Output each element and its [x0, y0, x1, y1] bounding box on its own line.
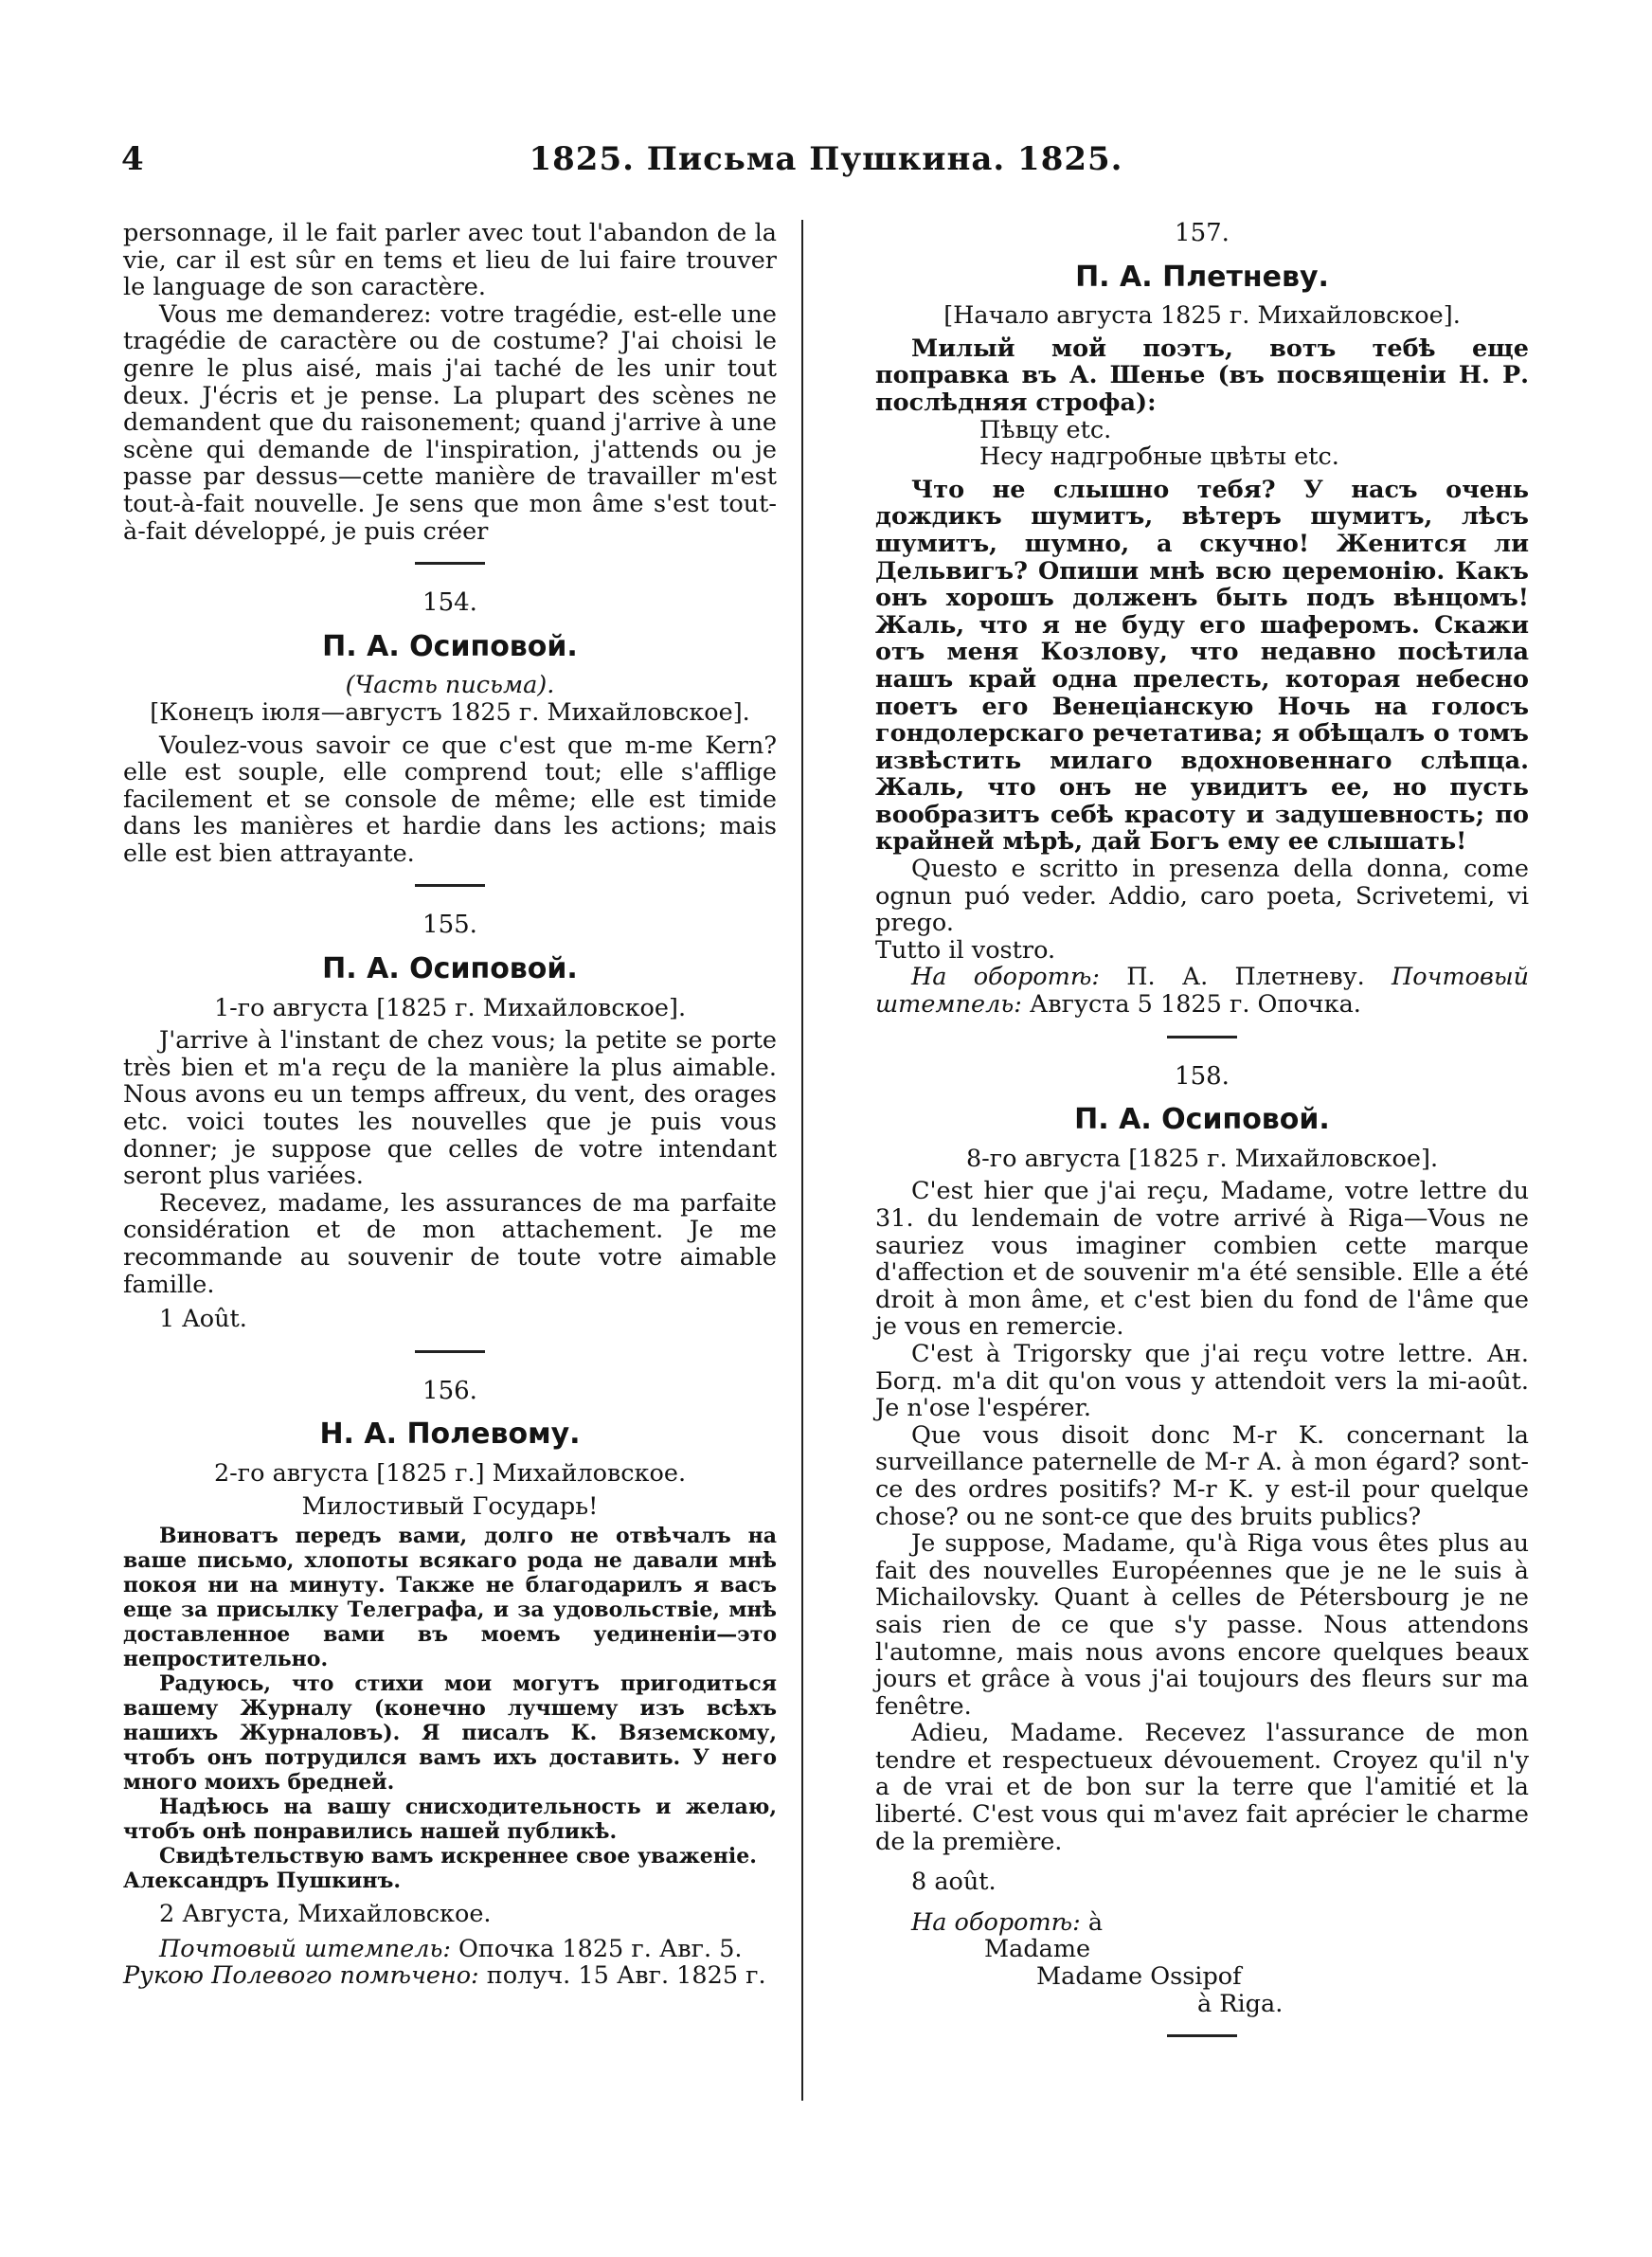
received-note	[123, 1962, 777, 1990]
letter-closing: Tutto il vostro.	[875, 935, 1056, 965]
received-label: Рукою Полевого помѣчено:	[123, 1961, 479, 1991]
verso-note	[875, 964, 1529, 1018]
right-column	[875, 220, 1529, 2062]
verso-text: П. А. Плетневу.	[1126, 963, 1365, 992]
letter-addressee: П. А. Осиповой.	[322, 952, 578, 986]
verso-text: à	[1087, 1907, 1104, 1937]
letter-paragraph: C'est à Trigorsky que j'ai reçu votre lettre. Ан. Богд. m'a dit qu'on vous y attendoit vers la mi-août. Je n'ose l'espérer.	[875, 1339, 1529, 1423]
postmark-label: Почтовый штемпель:	[159, 1934, 451, 1963]
letter-addressee: П. А. Плетневу.	[1075, 260, 1329, 294]
received-text: получ. 15 Авг. 1825 г.	[486, 1961, 766, 1991]
postmark-text: Опочка 1825 г. Авг. 5.	[458, 1934, 743, 1963]
letter-dateline: [Конецъ іюля—августъ 1825 г. Михайловское].	[150, 697, 750, 727]
postmark-text: Августа 5 1825 г. Опочка.	[1029, 990, 1361, 1020]
letter-number: 154.	[422, 588, 477, 618]
separator	[415, 884, 485, 887]
letter-addressee: П. А. Осиповой.	[322, 629, 578, 663]
letter-date: 1 Août.	[159, 1305, 247, 1334]
letter-number: 157.	[1175, 219, 1230, 247]
verso-label: На оборотѣ:	[911, 1907, 1081, 1937]
separator	[415, 562, 485, 565]
letter-paragraph: Recevez, madame, les assurances de ma parfaite considération et de mon attachement. Je me recommande au souvenir de toute votre aimable famille.	[123, 1188, 777, 1299]
letter-155	[123, 912, 777, 1332]
verse-line: Несу надгробные цвѣты etc.	[979, 442, 1339, 472]
letter-158	[875, 1063, 1529, 2018]
postmark-label: Почтовый штемпель:	[875, 963, 1530, 1020]
letter-paragraph: Свидѣтельствую вамъ искреннее свое уваженіе.	[159, 1844, 757, 1869]
letter-body: Voulez-vous savoir ce que c'est que m-me Kern? elle est souple, elle comprend tout; elle s'afflige facilement et se console de même; elle est timide dans les manières et hardie dans les actions; mais elle est bien attrayante.	[123, 731, 777, 868]
letter-number: 155.	[422, 911, 477, 940]
letter-paragraph: Надѣюсь на вашу снисходительность и желаю, чтобъ онѣ понравились нашей публикѣ.	[123, 1795, 777, 1845]
letter-addressee: Н. А. Полевому.	[319, 1417, 581, 1452]
intro-paragraph: Vous me demanderez: votre tragédie, est-elle une tragédie de caractère ou de costume? J'ai choisi le genre le plus aisé, mais j'ai taché de les unir tout deux. J'écris et je pense. La plupart des scènes ne demandent que du raisonement; quand j'arrive à une scène qui demande de l'inspiration, j'attends ou je passe par dessus—cette manière de travailler m'est tout-à-fait nouvelle. Je sens que mon âme s'est tout-à-fait développé, je puis créer	[123, 299, 777, 546]
verse-line: Пѣвцу etc.	[979, 415, 1112, 444]
letter-dateline: 2-го августа [1825 г.] Михайловское.	[213, 1458, 687, 1488]
letter-number: 158.	[1175, 1061, 1230, 1091]
page-number: 4	[121, 140, 144, 178]
letter-dateline: 8-го августа [1825 г. Михайловское].	[965, 1144, 1439, 1173]
letter-addressee: П. А. Осиповой.	[1074, 1103, 1330, 1137]
separator	[1167, 1036, 1237, 1038]
letter-date: 2 Августа, Михайловское.	[159, 1900, 492, 1929]
letter-paragraph: C'est hier que j'ai reçu, Madame, votre lettre du 31. du lendemain de votre arrivé à Riga—Vous ne sauriez vous imaginer combien cette marque d'affection et de souvenir m'a été sensible. Elle a été droit à mon âme, et c'est bien du fond de l'âme que je vous en remercie.	[875, 1177, 1529, 1342]
letter-dateline: [Начало августа 1825 г. Михайловское].	[943, 301, 1461, 331]
separator	[1167, 2034, 1237, 2037]
running-title: 1825. Письма Пушкина. 1825.	[529, 140, 1123, 178]
letter-greeting: Милостивый Государь!	[301, 1491, 599, 1521]
address-line: Madame Ossipof	[1036, 1962, 1242, 1992]
letter-dateline: 1-го августа [1825 г. Михайловское].	[213, 993, 687, 1022]
column-divider	[801, 220, 803, 2101]
letter-italian: Questo e scritto in presenza della donna, come ognun puó veder. Addio, caro poeta, Scrivetemi, vi prego.	[875, 855, 1529, 938]
letter-signature: Александръ Пушкинъ.	[123, 1869, 401, 1894]
separator	[415, 1350, 485, 1353]
letter-156	[123, 1378, 777, 1990]
letter-paragraph: Adieu, Madame. Recevez l'assurance de mon tendre et respectueux dévouement. Croyez qu'il n'y a de vrai et de bon sur la terre que l'amitié et la liberté. C'est vous qui m'avez fait aprécier le charme de la première.	[875, 1719, 1529, 1856]
letter-paragraph: Радуюсь, что стихи мои могутъ пригодиться вашему Журналу (конечно лучшему изъ всѣхъ нашихъ Журналовъ). Я писалъ К. Вяземскому, чтобъ онъ потрудился вамъ ихъ доставить. У него много моихъ бредней.	[123, 1671, 777, 1796]
verso-label: На оборотѣ:	[911, 963, 1100, 992]
letter-paragraph: J'arrive à l'instant de chez vous; la petite se porte très bien et m'a reçu de la manière la plus aimable. Nous avons eu un temps affreux, du vent, des orages etc. voici toutes les nouvelles que je puis vous donner; je suppose que celles de votre intendant seront plus variées.	[123, 1026, 777, 1191]
letter-paragraph: Виноватъ передъ вами, долго не отвѣчалъ на ваше письмо, хлопоты всякаго рода не давали мнѣ покоя ни на минуту. Также не благодарилъ я васъ еще за присылку Телеграфа, и за удовольствіе, мнѣ доставленное вами въ моемъ уединеніи—это непростительно.	[123, 1524, 777, 1672]
letter-154	[123, 589, 777, 867]
verso-note	[875, 1909, 1529, 1937]
address-line: à Riga.	[1197, 1989, 1284, 2018]
letter-note: (Часть письма).	[345, 671, 555, 700]
page-header	[0, 140, 1652, 188]
letter-157	[875, 220, 1529, 1019]
letter-paragraph: Que vous disoit donc M-r K. concernant la surveillance paternelle de M-r A. à mon égard? sont-ce des ordres positifs? M-r K. y est-il pour quelque chose? ou ne sont-ce que des bruits publics?	[875, 1420, 1529, 1531]
letter-intro: Милый мой поэтъ, вотъ тебѣ еще поправка въ А. Шенье (въ посвященіи Н. Р. послѣдняя строфа):	[875, 334, 1529, 417]
letter-date: 8 août.	[911, 1868, 997, 1897]
letter-paragraph: Je suppose, Madame, qu'à Riga vous êtes plus au fait des nouvelles Européennes que je ne le suis à Michailovsky. Quant à celles de Pétersbourg je ne sais rien de ce que s'y passe. Nous attendons l'automne, mais nous avons encore quelques beaux jours et grâce à vous j'ai toujours des fleurs sur ma fenêtre.	[875, 1529, 1529, 1721]
address-line: Madame	[984, 1935, 1091, 1964]
intro-paragraph: personnage, il le fait parler avec tout l'abandon de la vie, car il est sûr en tems et lieu de lui faire trouver le language de son caractère.	[123, 219, 777, 302]
letter-body: Что не слышно тебя? У насъ очень дождикъ шумитъ, вѣтеръ шумитъ, лѣсъ шумитъ, шумно, а скучно! Женится ли Дельвигъ? Опиши мнѣ всю церемонію. Какъ онъ хорошъ долженъ быть подъ вѣнцомъ! Жаль, что я не буду его шаферомъ. Скажи отъ меня Козлову, что недавно посѣтила нашъ край одна прелесть, которая небесно поетъ его Венеціанскую Ночь на голосъ гондолерскаго речетатива; я обѣщалъ о томъ извѣстить милаго вдохновеннаго слѣпца. Жаль, что онъ не увидитъ ее, но пусть вообразитъ себѣ красоту и задушевность; по крайней мѣрѣ, дай Богъ ему ее слышать!	[875, 475, 1529, 857]
letter-number: 156.	[422, 1376, 477, 1405]
postmark-note	[123, 1936, 777, 1963]
left-column	[123, 220, 777, 1990]
